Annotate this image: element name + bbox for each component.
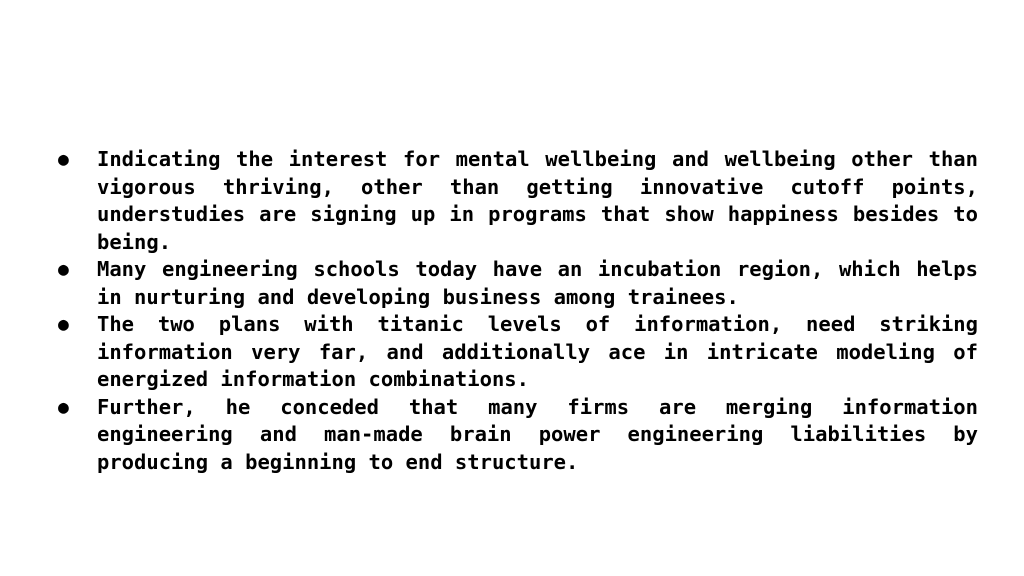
bullet-icon: ● (58, 149, 69, 170)
bullet-item (56, 311, 978, 394)
bullet-icon: ● (58, 314, 69, 335)
bullet-item (56, 146, 978, 256)
bullet-item (56, 256, 978, 311)
bullet-list (56, 146, 978, 476)
bullet-item (56, 394, 978, 477)
bullet-icon: ● (58, 259, 69, 280)
bullet-text: Many engineering schools today have an incubation region, which helps in nurturing and developing business among trainees. (97, 257, 978, 309)
bullet-text: Further, he conceded that many firms are merging information engineering and man-made brain power engineering liabilities by producing a beginning to end structure. (97, 394, 978, 474)
bullet-text: Indicating the interest for mental wellbeing and wellbeing other than vigorous thriving, other than getting innovative cutoff points, understudies are signing up in programs that show happiness besides to being. (97, 147, 978, 254)
bullet-icon: ● (58, 396, 69, 418)
bullet-text: The two plans with titanic levels of information, need striking information very far, and additionally ace in intricate modeling of energized information combinations. (97, 312, 978, 391)
